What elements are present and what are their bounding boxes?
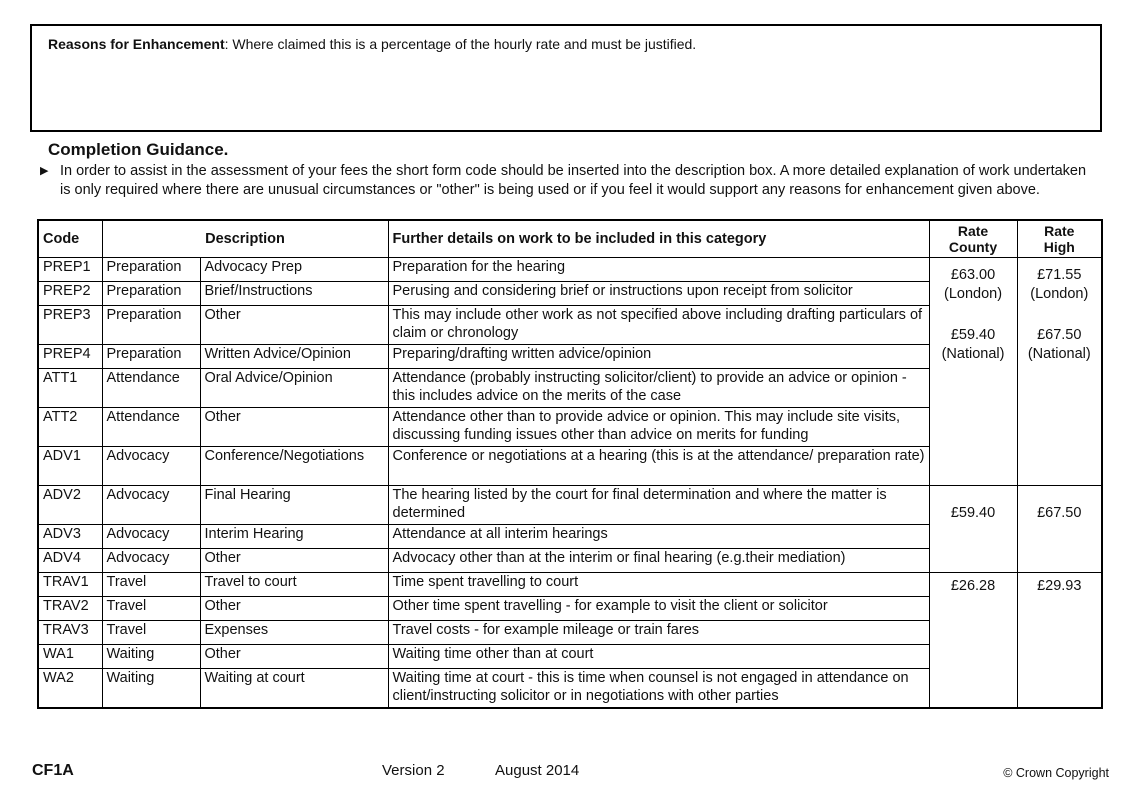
row-details: Advocacy other than at the interim or final hearing (e.g.their mediation)	[388, 549, 929, 573]
completion-guidance-title: Completion Guidance.	[48, 140, 229, 159]
row-details: Attendance (probably instructing solicitor/client) to provide an advice or opinion - this includes advice on the merits of the case	[388, 369, 929, 408]
row-category: Preparation	[102, 306, 200, 345]
rate-high-group2: £67.50	[1017, 486, 1102, 573]
rate-high-group1: £71.55 (London) £67.50 (National)	[1017, 258, 1102, 486]
row-type: Travel to court	[200, 573, 388, 597]
row-code: PREP1	[38, 258, 102, 282]
row-category: Preparation	[102, 345, 200, 369]
header-details: Further details on work to be included in this category	[388, 220, 929, 258]
row-code: WA1	[38, 645, 102, 669]
row-type: Interim Hearing	[200, 525, 388, 549]
row-code: ADV2	[38, 486, 102, 525]
row-details: Perusing and considering brief or instructions upon receipt from solicitor	[388, 282, 929, 306]
rate-county-group1: £63.00 (London) £59.40 (National)	[929, 258, 1017, 486]
reasons-label: Reasons for Enhancement	[48, 36, 225, 52]
rate-high-group3: £29.93	[1017, 573, 1102, 709]
rate-county-group2: £59.40	[929, 486, 1017, 573]
row-code: PREP3	[38, 306, 102, 345]
row-details: Waiting time at court - this is time when counsel is not engaged in attendance on client/instructing solicitor or in negotiations with other parties	[388, 669, 929, 709]
rate-county-group3: £26.28	[929, 573, 1017, 709]
row-details: Attendance at all interim hearings	[388, 525, 929, 549]
row-category: Travel	[102, 573, 200, 597]
row-type: Written Advice/Opinion	[200, 345, 388, 369]
row-type: Other	[200, 645, 388, 669]
row-category: Attendance	[102, 408, 200, 447]
row-code: ADV1	[38, 447, 102, 486]
table-row	[38, 573, 1102, 597]
row-details: Travel costs - for example mileage or train fares	[388, 621, 929, 645]
row-type: Other	[200, 408, 388, 447]
row-type: Waiting at court	[200, 669, 388, 709]
row-type: Other	[200, 597, 388, 621]
row-type: Other	[200, 306, 388, 345]
header-description: Description	[102, 220, 388, 258]
row-code: PREP2	[38, 282, 102, 306]
row-details: Preparation for the hearing	[388, 258, 929, 282]
row-type: Final Hearing	[200, 486, 388, 525]
row-code: ATT2	[38, 408, 102, 447]
row-category: Preparation	[102, 258, 200, 282]
row-type: Expenses	[200, 621, 388, 645]
row-type: Conference/Negotiations	[200, 447, 388, 486]
row-details: Conference or negotiations at a hearing (this is at the attendance/ preparation rate)	[388, 447, 929, 486]
form-version: Version 2	[382, 762, 445, 779]
table-header-row	[38, 220, 1102, 258]
row-code: ADV3	[38, 525, 102, 549]
row-code: ATT1	[38, 369, 102, 408]
row-details: Time spent travelling to court	[388, 573, 929, 597]
guidance-paragraph: In order to assist in the assessment of your fees the short form code should be inserted into the description box. A more detailed explanation of work undertaken is only required where there are unusual circumstances or "other" is being used or if you feel it would support any reasons for enhancement given above.	[60, 163, 1087, 198]
row-category: Advocacy	[102, 525, 200, 549]
row-details: This may include other work as not specified above including drafting particulars of claim or chronology	[388, 306, 929, 345]
reasons-text: : Where claimed this is a percentage of the hourly rate and must be justified.	[224, 36, 697, 52]
row-category: Waiting	[102, 645, 200, 669]
row-type: Advocacy Prep	[200, 258, 388, 282]
row-details: Attendance other than to provide advice or opinion. This may include site visits, discussing funding issues other than advice on merits for funding	[388, 408, 929, 447]
row-category: Waiting	[102, 669, 200, 709]
row-category: Advocacy	[102, 486, 200, 525]
row-category: Attendance	[102, 369, 200, 408]
row-type: Other	[200, 549, 388, 573]
header-code: Code	[38, 220, 102, 258]
row-code: TRAV1	[38, 573, 102, 597]
row-type: Oral Advice/Opinion	[200, 369, 388, 408]
table-row	[38, 258, 1102, 282]
row-code: TRAV2	[38, 597, 102, 621]
completion-guidance-text	[40, 162, 1100, 200]
row-type: Brief/Instructions	[200, 282, 388, 306]
row-details: The hearing listed by the court for final determination and where the matter is determined	[388, 486, 929, 525]
row-details: Waiting time other than at court	[388, 645, 929, 669]
row-code: WA2	[38, 669, 102, 709]
row-category: Preparation	[102, 282, 200, 306]
right-triangle-bullet-icon: ▶	[40, 165, 49, 177]
form-code: CF1A	[32, 762, 74, 779]
row-category: Travel	[102, 621, 200, 645]
row-details: Preparing/drafting written advice/opinion	[388, 345, 929, 369]
row-code: ADV4	[38, 549, 102, 573]
fee-codes-table	[37, 219, 1103, 709]
row-details: Other time spent travelling - for example to visit the client or solicitor	[388, 597, 929, 621]
crown-copyright: © Crown Copyright	[1003, 766, 1109, 780]
row-code: TRAV3	[38, 621, 102, 645]
header-rate-county: Rate County	[929, 220, 1017, 258]
form-date: August 2014	[495, 762, 580, 779]
row-code: PREP4	[38, 345, 102, 369]
row-category: Advocacy	[102, 549, 200, 573]
row-category: Advocacy	[102, 447, 200, 486]
reasons-for-enhancement-box	[30, 24, 1102, 132]
table-row	[38, 486, 1102, 525]
row-category: Travel	[102, 597, 200, 621]
header-rate-high: Rate High	[1017, 220, 1102, 258]
